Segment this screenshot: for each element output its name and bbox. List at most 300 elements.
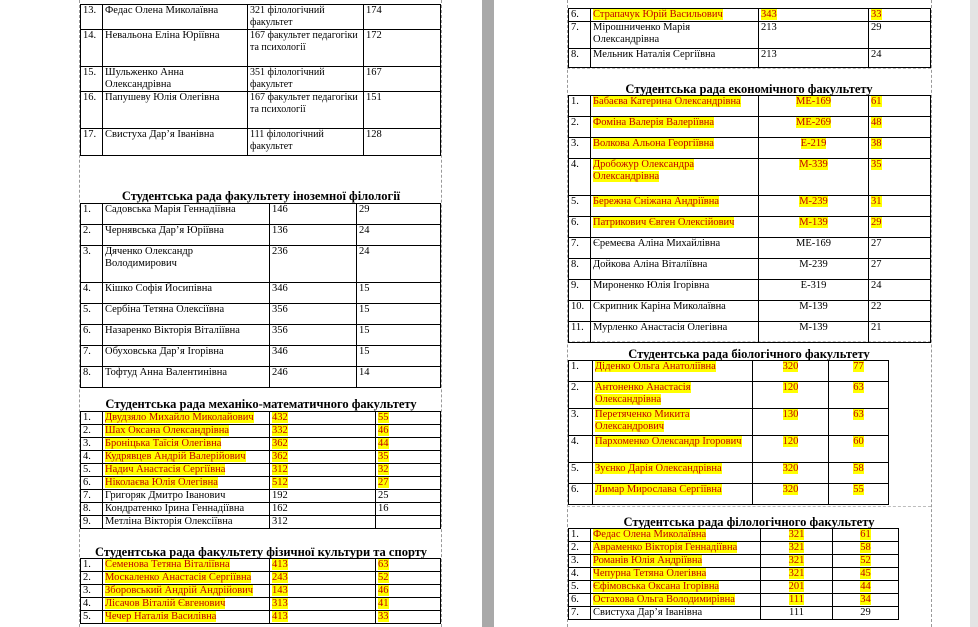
highlighted-text: Бережна Сніжана Андріївна	[593, 196, 719, 207]
highlighted-text: 77	[853, 361, 864, 372]
table-cell: МЕ-169	[759, 238, 869, 259]
table-cell: 15	[357, 325, 441, 346]
table-cell: Мельник Наталія Сергіївна	[591, 49, 759, 68]
highlighted-text: 46	[378, 425, 389, 436]
table-cell: Папушеву Юлія Олегівна	[103, 92, 248, 129]
highlighted-text: 52	[378, 572, 389, 583]
highlighted-text: 332	[272, 425, 288, 436]
table-cell: 29	[357, 204, 441, 225]
table-cell	[103, 412, 270, 425]
table-cell: 8.	[81, 367, 103, 388]
table-row	[569, 196, 931, 217]
table-cell: Метліна Вікторія Олексіївна	[103, 516, 270, 529]
highlighted-text: Діденко Ольга Анатоліївна	[595, 361, 716, 372]
table-economics	[568, 95, 931, 343]
table-cell: 213	[759, 22, 869, 49]
highlighted-text: 55	[853, 484, 864, 495]
table-cell: 5.	[569, 463, 593, 484]
table-cell: Свистуха Дар’я Іванівна	[103, 129, 248, 156]
section-heading-mech-math: Студентська рада механіко-математичного факультету	[105, 397, 417, 411]
table-cell	[759, 138, 869, 159]
page-gap	[482, 0, 494, 627]
table-cell: Дяченко Олександр Володимирович	[103, 246, 270, 283]
table-cell: 4.	[81, 283, 103, 304]
table-row	[81, 5, 441, 30]
highlighted-text: 32	[378, 464, 389, 475]
table-row	[569, 138, 931, 159]
highlighted-text: Страпачук Юрій Васильович	[593, 9, 723, 20]
highlighted-text: Бабаєва Катерина Олександрівна	[593, 96, 741, 107]
highlighted-text: Двудзяло Михайло Миколайович	[105, 412, 254, 423]
table-row	[569, 409, 889, 436]
highlighted-text: 321	[788, 568, 805, 579]
highlighted-text: 58	[853, 463, 864, 474]
table-cell: 136	[270, 225, 357, 246]
table-row	[569, 159, 931, 196]
highlighted-text: Москаленко Анастасія Сергіївна	[105, 572, 252, 583]
table-cell: 351 філологічний факультет	[248, 67, 364, 92]
highlighted-text: Єфімовська Оксана Ігорівна	[593, 581, 720, 592]
table-cell	[103, 438, 270, 451]
table-cell: 6.	[569, 217, 591, 238]
highlighted-text: 41	[378, 598, 389, 609]
margin-guide	[441, 0, 442, 627]
table-mech-math	[80, 411, 441, 529]
table-cell: 15	[357, 346, 441, 367]
table-cell	[761, 555, 833, 568]
table-cell: Чернявська Дар’я Юріївна	[103, 225, 270, 246]
table-row	[569, 594, 899, 607]
table-cell: 7.	[569, 238, 591, 259]
highlighted-text: Кудрявцев Андрій Валерійович	[105, 451, 246, 462]
table-cell	[376, 572, 441, 585]
table-row	[569, 361, 889, 382]
table-cell	[759, 117, 869, 138]
table-cell	[591, 555, 761, 568]
highlighted-text: 31	[871, 196, 882, 207]
table-cell	[591, 594, 761, 607]
highlighted-text: 45	[860, 568, 871, 579]
table-row	[569, 22, 931, 49]
table-cell	[270, 477, 376, 490]
table-cell	[761, 594, 833, 607]
table-cell	[833, 568, 899, 581]
table-cell	[103, 598, 270, 611]
table-cell: 5.	[569, 196, 591, 217]
table-cell: 6.	[81, 477, 103, 490]
highlighted-text: 413	[272, 559, 288, 570]
table-cell: 2.	[81, 572, 103, 585]
table-cell	[833, 542, 899, 555]
table-cell	[270, 572, 376, 585]
highlighted-text: 130	[782, 409, 799, 420]
highlighted-text: 61	[871, 96, 882, 107]
table-cell	[753, 484, 829, 505]
table-cell: Єремеєва Аліна Михайлівна	[591, 238, 759, 259]
table-cell	[376, 611, 441, 624]
table-row	[81, 283, 441, 304]
highlighted-text: 48	[871, 117, 882, 128]
table-cell	[869, 159, 931, 196]
table-cell	[753, 382, 829, 409]
table-cell: 1.	[569, 529, 591, 542]
highlighted-text: Чепурна Тетяна Олегівна	[593, 568, 707, 579]
section-break-line	[567, 506, 931, 507]
table-cell: 7.	[81, 490, 103, 503]
table-row	[569, 301, 931, 322]
table-cell: Шульженко Анна Олександрівна	[103, 67, 248, 92]
highlighted-text: 321	[788, 529, 805, 540]
highlighted-text: Лимар Мирослава Сергіївна	[595, 484, 722, 495]
table-cell	[833, 594, 899, 607]
table-cell: 6.	[569, 9, 591, 22]
table-cell: 1.	[569, 361, 593, 382]
table-row	[81, 225, 441, 246]
highlighted-text: 55	[378, 412, 389, 423]
highlighted-text: Авраменко Вікторія Геннадіївна	[593, 542, 738, 553]
table-cell: 13.	[81, 5, 103, 30]
highlighted-text: 111	[789, 594, 804, 605]
table-cell: 2.	[569, 542, 591, 555]
table-cell	[869, 9, 931, 22]
table-cell	[591, 217, 759, 238]
table-row	[569, 117, 931, 138]
table-cell	[759, 96, 869, 117]
document-page-left	[0, 0, 482, 627]
table-row	[81, 325, 441, 346]
table-cell	[270, 585, 376, 598]
highlighted-text: 33	[378, 611, 389, 622]
table-row	[81, 585, 441, 598]
table-row	[81, 464, 441, 477]
table-cell: 6.	[569, 594, 591, 607]
table-row	[81, 611, 441, 624]
table-row	[569, 280, 931, 301]
table-cell: 16.	[81, 92, 103, 129]
table-cell: 8.	[569, 49, 591, 68]
table-row	[81, 304, 441, 325]
table-cell	[869, 96, 931, 117]
highlighted-text: 201	[788, 581, 805, 592]
table-row	[81, 572, 441, 585]
table-cell: 27	[869, 238, 931, 259]
table-cell	[753, 361, 829, 382]
table-cell	[591, 568, 761, 581]
table-row	[569, 555, 899, 568]
table-cell	[376, 425, 441, 438]
table-cell: 14.	[81, 30, 103, 67]
highlighted-text: 63	[853, 409, 864, 420]
table-cell: 312	[270, 516, 376, 529]
table-cell: 14	[357, 367, 441, 388]
table-cell	[869, 196, 931, 217]
table-cell: Мірошниченко Марія Олександрівна	[591, 22, 759, 49]
table-cell: 2.	[569, 117, 591, 138]
table-cell	[376, 559, 441, 572]
table-cell: 1.	[81, 204, 103, 225]
table-cell: 15	[357, 283, 441, 304]
table-cell: 9.	[569, 280, 591, 301]
table-cell	[270, 451, 376, 464]
table-cell	[833, 581, 899, 594]
table-cell: 356	[270, 304, 357, 325]
table-continuation	[568, 8, 931, 68]
table-cell: 7.	[81, 346, 103, 367]
table-cell: 3.	[81, 246, 103, 283]
section-heading-foreign-philology: Студентська рада факультету іноземної філології	[121, 189, 401, 203]
table-cell	[103, 572, 270, 585]
table-cell: 24	[869, 280, 931, 301]
table-row	[81, 477, 441, 490]
table-foreign-philology	[80, 203, 441, 388]
table-cell: 2.	[81, 225, 103, 246]
highlighted-text: 320	[782, 463, 799, 474]
table-row	[569, 259, 931, 280]
highlighted-text: 432	[272, 412, 288, 423]
highlighted-text: 512	[272, 477, 288, 488]
table-cell	[376, 451, 441, 464]
table-cell	[270, 611, 376, 624]
table-row	[569, 484, 889, 505]
table-cell: 25	[376, 490, 441, 503]
highlighted-text: 320	[782, 484, 799, 495]
table-cell	[753, 463, 829, 484]
table-cell	[103, 559, 270, 572]
highlighted-text: М-339	[799, 159, 828, 170]
highlighted-text: Е-219	[800, 138, 827, 149]
table-cell: 10.	[569, 301, 591, 322]
table-cell	[829, 382, 889, 409]
table-cell: 8.	[81, 503, 103, 516]
table-cell: Григоряк Дмитро Іванович	[103, 490, 270, 503]
table-cell: М-139	[759, 322, 869, 343]
highlighted-text: Ніколаєва Юлія Олегівна	[105, 477, 218, 488]
table-cell: Кондратенко Ірина Геннадіївна	[103, 503, 270, 516]
table-physical-culture	[80, 558, 441, 624]
highlighted-text: Зборовський Андрій Андрійович	[105, 585, 254, 596]
table-cell: Свистуха Дар’я Іванівна	[591, 607, 761, 620]
highlighted-text: 33	[871, 9, 882, 20]
highlighted-text: Остахова Ольга Володимирівна	[593, 594, 735, 605]
table-cell: 17.	[81, 129, 103, 156]
table-cell	[591, 542, 761, 555]
table-cell	[103, 451, 270, 464]
table-cell: 4.	[81, 451, 103, 464]
table-cell: 1.	[569, 96, 591, 117]
table-cell: Обуховська Дар’я Ігорівна	[103, 346, 270, 367]
highlighted-text: 38	[871, 138, 882, 149]
table-cell	[759, 9, 869, 22]
table-cell: 11.	[569, 322, 591, 343]
section-heading-physical-culture: Студентська рада факультету фізичної культури та спорту	[95, 545, 427, 559]
table-row	[569, 581, 899, 594]
table-cell	[753, 409, 829, 436]
table-cell: Невальона Еліна Юріївна	[103, 30, 248, 67]
highlighted-text: 61	[860, 529, 871, 540]
table-cell	[376, 598, 441, 611]
table-row	[81, 503, 441, 516]
table-cell: Мурленко Анастасія Олегівна	[591, 322, 759, 343]
table-cell	[591, 138, 759, 159]
highlighted-text: Перетяченко Микита Олександрович	[595, 409, 690, 432]
table-cell	[103, 585, 270, 598]
table-cell: 22	[869, 301, 931, 322]
table-cell: 6.	[569, 484, 593, 505]
table-cell: 213	[759, 49, 869, 68]
table-cell	[103, 425, 270, 438]
table-cell	[869, 117, 931, 138]
table-cell	[376, 464, 441, 477]
table-row	[81, 204, 441, 225]
table-cell	[761, 568, 833, 581]
table-cell: 3.	[81, 438, 103, 451]
highlighted-text: Антоненко Анастасія Олександрівна	[595, 382, 691, 405]
table-cell	[591, 9, 759, 22]
table-philology	[568, 528, 899, 620]
highlighted-text: 362	[272, 451, 288, 462]
table-cell: 167	[364, 67, 441, 92]
table-cell: 27	[869, 259, 931, 280]
highlighted-text: Федас Олена Миколаївна	[593, 529, 707, 540]
table-cell: 3.	[569, 138, 591, 159]
table-continuation	[80, 4, 441, 156]
scrollbar[interactable]	[970, 0, 978, 627]
table-cell	[270, 438, 376, 451]
table-cell: 2.	[81, 425, 103, 438]
section-heading-philology: Студентська рада філологічного факультету	[623, 515, 875, 529]
table-row	[569, 436, 889, 463]
table-cell	[591, 581, 761, 594]
table-row	[569, 463, 889, 484]
table-cell	[759, 217, 869, 238]
table-cell	[270, 425, 376, 438]
table-cell: 246	[270, 367, 357, 388]
highlighted-text: Шах Оксана Олександрівна	[105, 425, 230, 436]
highlighted-text: Броніцька Таїсія Олегівна	[105, 438, 222, 449]
highlighted-text: 413	[272, 611, 288, 622]
table-cell	[829, 436, 889, 463]
highlighted-text: 243	[272, 572, 288, 583]
table-cell: 4.	[569, 159, 591, 196]
table-row	[569, 568, 899, 581]
table-row	[81, 346, 441, 367]
highlighted-text: Фоміна Валерія Валеріївна	[593, 117, 715, 128]
table-cell: Назаренко Вікторія Віталіївна	[103, 325, 270, 346]
table-cell: 3.	[569, 409, 593, 436]
table-cell	[376, 516, 441, 529]
table-cell	[759, 159, 869, 196]
table-cell: Дойкова Аліна Віталіївна	[591, 259, 759, 280]
highlighted-text: Зуєнко Дарія Олександрівна	[595, 463, 722, 474]
highlighted-text: 60	[853, 436, 864, 447]
table-row	[569, 382, 889, 409]
table-row	[81, 92, 441, 129]
table-cell: Садовська Марія Геннадіївна	[103, 204, 270, 225]
highlighted-text: Дробожур Олександра Олександрівна	[593, 159, 695, 182]
table-cell: 4.	[81, 598, 103, 611]
highlighted-text: МЕ-169	[796, 96, 831, 107]
table-cell: 2.	[569, 382, 593, 409]
table-row	[81, 412, 441, 425]
highlighted-text: 46	[378, 585, 389, 596]
table-row	[81, 30, 441, 67]
highlighted-text: Волкова Альона Георгіївна	[593, 138, 714, 149]
table-cell: 236	[270, 246, 357, 283]
table-cell	[270, 598, 376, 611]
table-row	[81, 559, 441, 572]
table-cell	[103, 611, 270, 624]
table-cell: 21	[869, 322, 931, 343]
table-cell	[591, 529, 761, 542]
table-cell: 128	[364, 129, 441, 156]
table-cell	[761, 581, 833, 594]
highlighted-text: Надич Анастасія Сергіївна	[105, 464, 226, 475]
section-heading-economics: Студентська рада економічного факультету	[625, 82, 873, 96]
table-cell: 5.	[569, 581, 591, 594]
table-row	[569, 322, 931, 343]
highlighted-text: Пархоменко Олександр Ігорович	[595, 436, 742, 447]
table-cell	[376, 412, 441, 425]
table-row	[569, 217, 931, 238]
table-row	[569, 529, 899, 542]
table-cell: 6.	[81, 325, 103, 346]
table-cell: 29	[869, 22, 931, 49]
table-cell	[593, 463, 753, 484]
highlighted-text: 29	[871, 217, 882, 228]
table-cell: 1.	[81, 412, 103, 425]
table-cell	[591, 196, 759, 217]
table-row	[81, 246, 441, 283]
highlighted-text: М-239	[799, 196, 828, 207]
table-row	[569, 542, 899, 555]
table-cell: 321 філологічний факультет	[248, 5, 364, 30]
table-cell: 172	[364, 30, 441, 67]
highlighted-text: 343	[761, 9, 777, 20]
section-break-line	[567, 68, 931, 69]
table-cell	[591, 117, 759, 138]
highlighted-text: 35	[871, 159, 882, 170]
table-cell: 5.	[81, 611, 103, 624]
highlighted-text: МЕ-269	[796, 117, 831, 128]
table-cell: 4.	[569, 436, 593, 463]
table-row	[81, 367, 441, 388]
table-cell: Мироненко Юлія Ігорівна	[591, 280, 759, 301]
table-cell: Тофтуд Анна Валентинівна	[103, 367, 270, 388]
highlighted-text: 35	[378, 451, 389, 462]
table-cell	[376, 438, 441, 451]
table-cell	[833, 529, 899, 542]
table-cell: Сербіна Тетяна Олексіївна	[103, 304, 270, 325]
highlighted-text: 320	[782, 361, 799, 372]
highlighted-text: Лісачов Віталій Євгенович	[105, 598, 226, 609]
highlighted-text: 44	[378, 438, 389, 449]
table-cell: 3.	[81, 585, 103, 598]
table-cell	[103, 477, 270, 490]
table-cell	[833, 555, 899, 568]
table-cell: 151	[364, 92, 441, 129]
table-cell	[829, 463, 889, 484]
table-row	[569, 49, 931, 68]
table-cell: Скрипник Каріна Миколаївна	[591, 301, 759, 322]
table-row	[81, 425, 441, 438]
table-row	[81, 516, 441, 529]
highlighted-text: 321	[788, 542, 805, 553]
table-cell: 8.	[569, 259, 591, 280]
table-cell: 111 філологічний факультет	[248, 129, 364, 156]
highlighted-text: 120	[782, 382, 799, 393]
highlighted-text: 313	[272, 598, 288, 609]
table-cell: 15.	[81, 67, 103, 92]
